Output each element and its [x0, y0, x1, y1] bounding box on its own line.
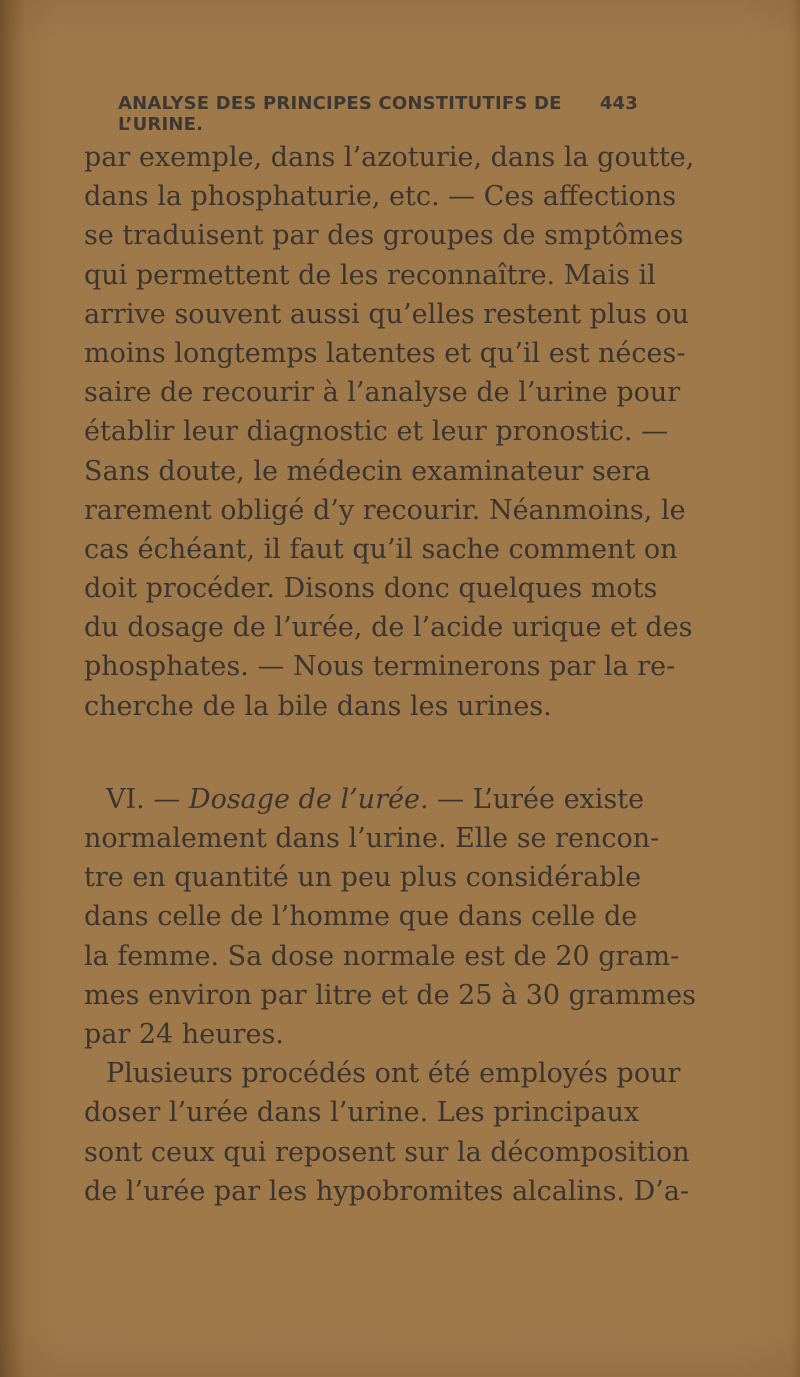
section-heading-line [84, 780, 645, 819]
text-line: Plusieurs procédés ont été employés pour [106, 1058, 681, 1090]
running-header-title: ANALYSE DES PRINCIPES CONSTITUTIFS DE L’URINE. [118, 93, 562, 135]
text-line: qui permettent de les reconnaître. Mais il [84, 259, 656, 291]
running-header [118, 93, 638, 135]
text-line: Sans doute, le médecin examinateur sera [84, 455, 651, 487]
section-heading-continuation: — L’urée existe [428, 783, 645, 815]
body-text [84, 138, 697, 1211]
text-line: du dosage de l’urée, de l’acide urique et des [84, 612, 693, 644]
section-title: Dosage de l’urée. [188, 783, 429, 815]
text-line: doit procéder. Disons donc quelques mots [84, 573, 658, 605]
text-line: phosphates. — Nous terminerons par la re- [84, 651, 676, 683]
text-line: rarement obligé d’y recourir. Néanmoins, le [84, 494, 686, 526]
text-line: dans celle de l’homme que dans celle de [84, 901, 638, 933]
page-gutter-shadow [0, 0, 24, 1377]
text-line: se traduisent par des groupes de smptômes [84, 220, 684, 252]
section-number: VI. — [106, 783, 189, 815]
text-line: normalement dans l’urine. Elle se rencon- [84, 823, 660, 854]
text-line: de l’urée par les hypobromites alcalins. D’a- [84, 1175, 690, 1207]
paragraph-gap [84, 726, 632, 780]
text-line: par exemple, dans l’azoturie, dans la goutte, [84, 142, 695, 173]
text-line: arrive souvent aussi qu’elles restent plus ou [84, 298, 690, 330]
text-line: cas échéant, il faut qu’il sache comment on [84, 533, 678, 565]
text-line: tre en quantité un peu plus considérable [84, 862, 642, 894]
text-line: établir leur diagnostic et leur pronostic. — [84, 416, 669, 448]
text-line: mes environ par litre et de 25 à 30 grammes [84, 979, 697, 1011]
text-line: doser l’urée dans l’urine. Les principaux [84, 1097, 640, 1129]
page-number: 443 [599, 93, 638, 114]
text-line: dans la phosphaturie, etc. — Ces affections [84, 181, 677, 213]
text-line: par 24 heures. [84, 1018, 284, 1050]
text-line: sont ceux qui reposent sur la décomposition [84, 1136, 690, 1168]
text-line: cherche de la bile dans les urines. [84, 690, 552, 722]
text-line: la femme. Sa dose normale est de 20 gram- [84, 940, 680, 972]
text-line: moins longtemps latentes et qu’il est néces- [84, 337, 686, 369]
text-line: saire de recourir à l’analyse de l’urine pour [84, 377, 681, 409]
